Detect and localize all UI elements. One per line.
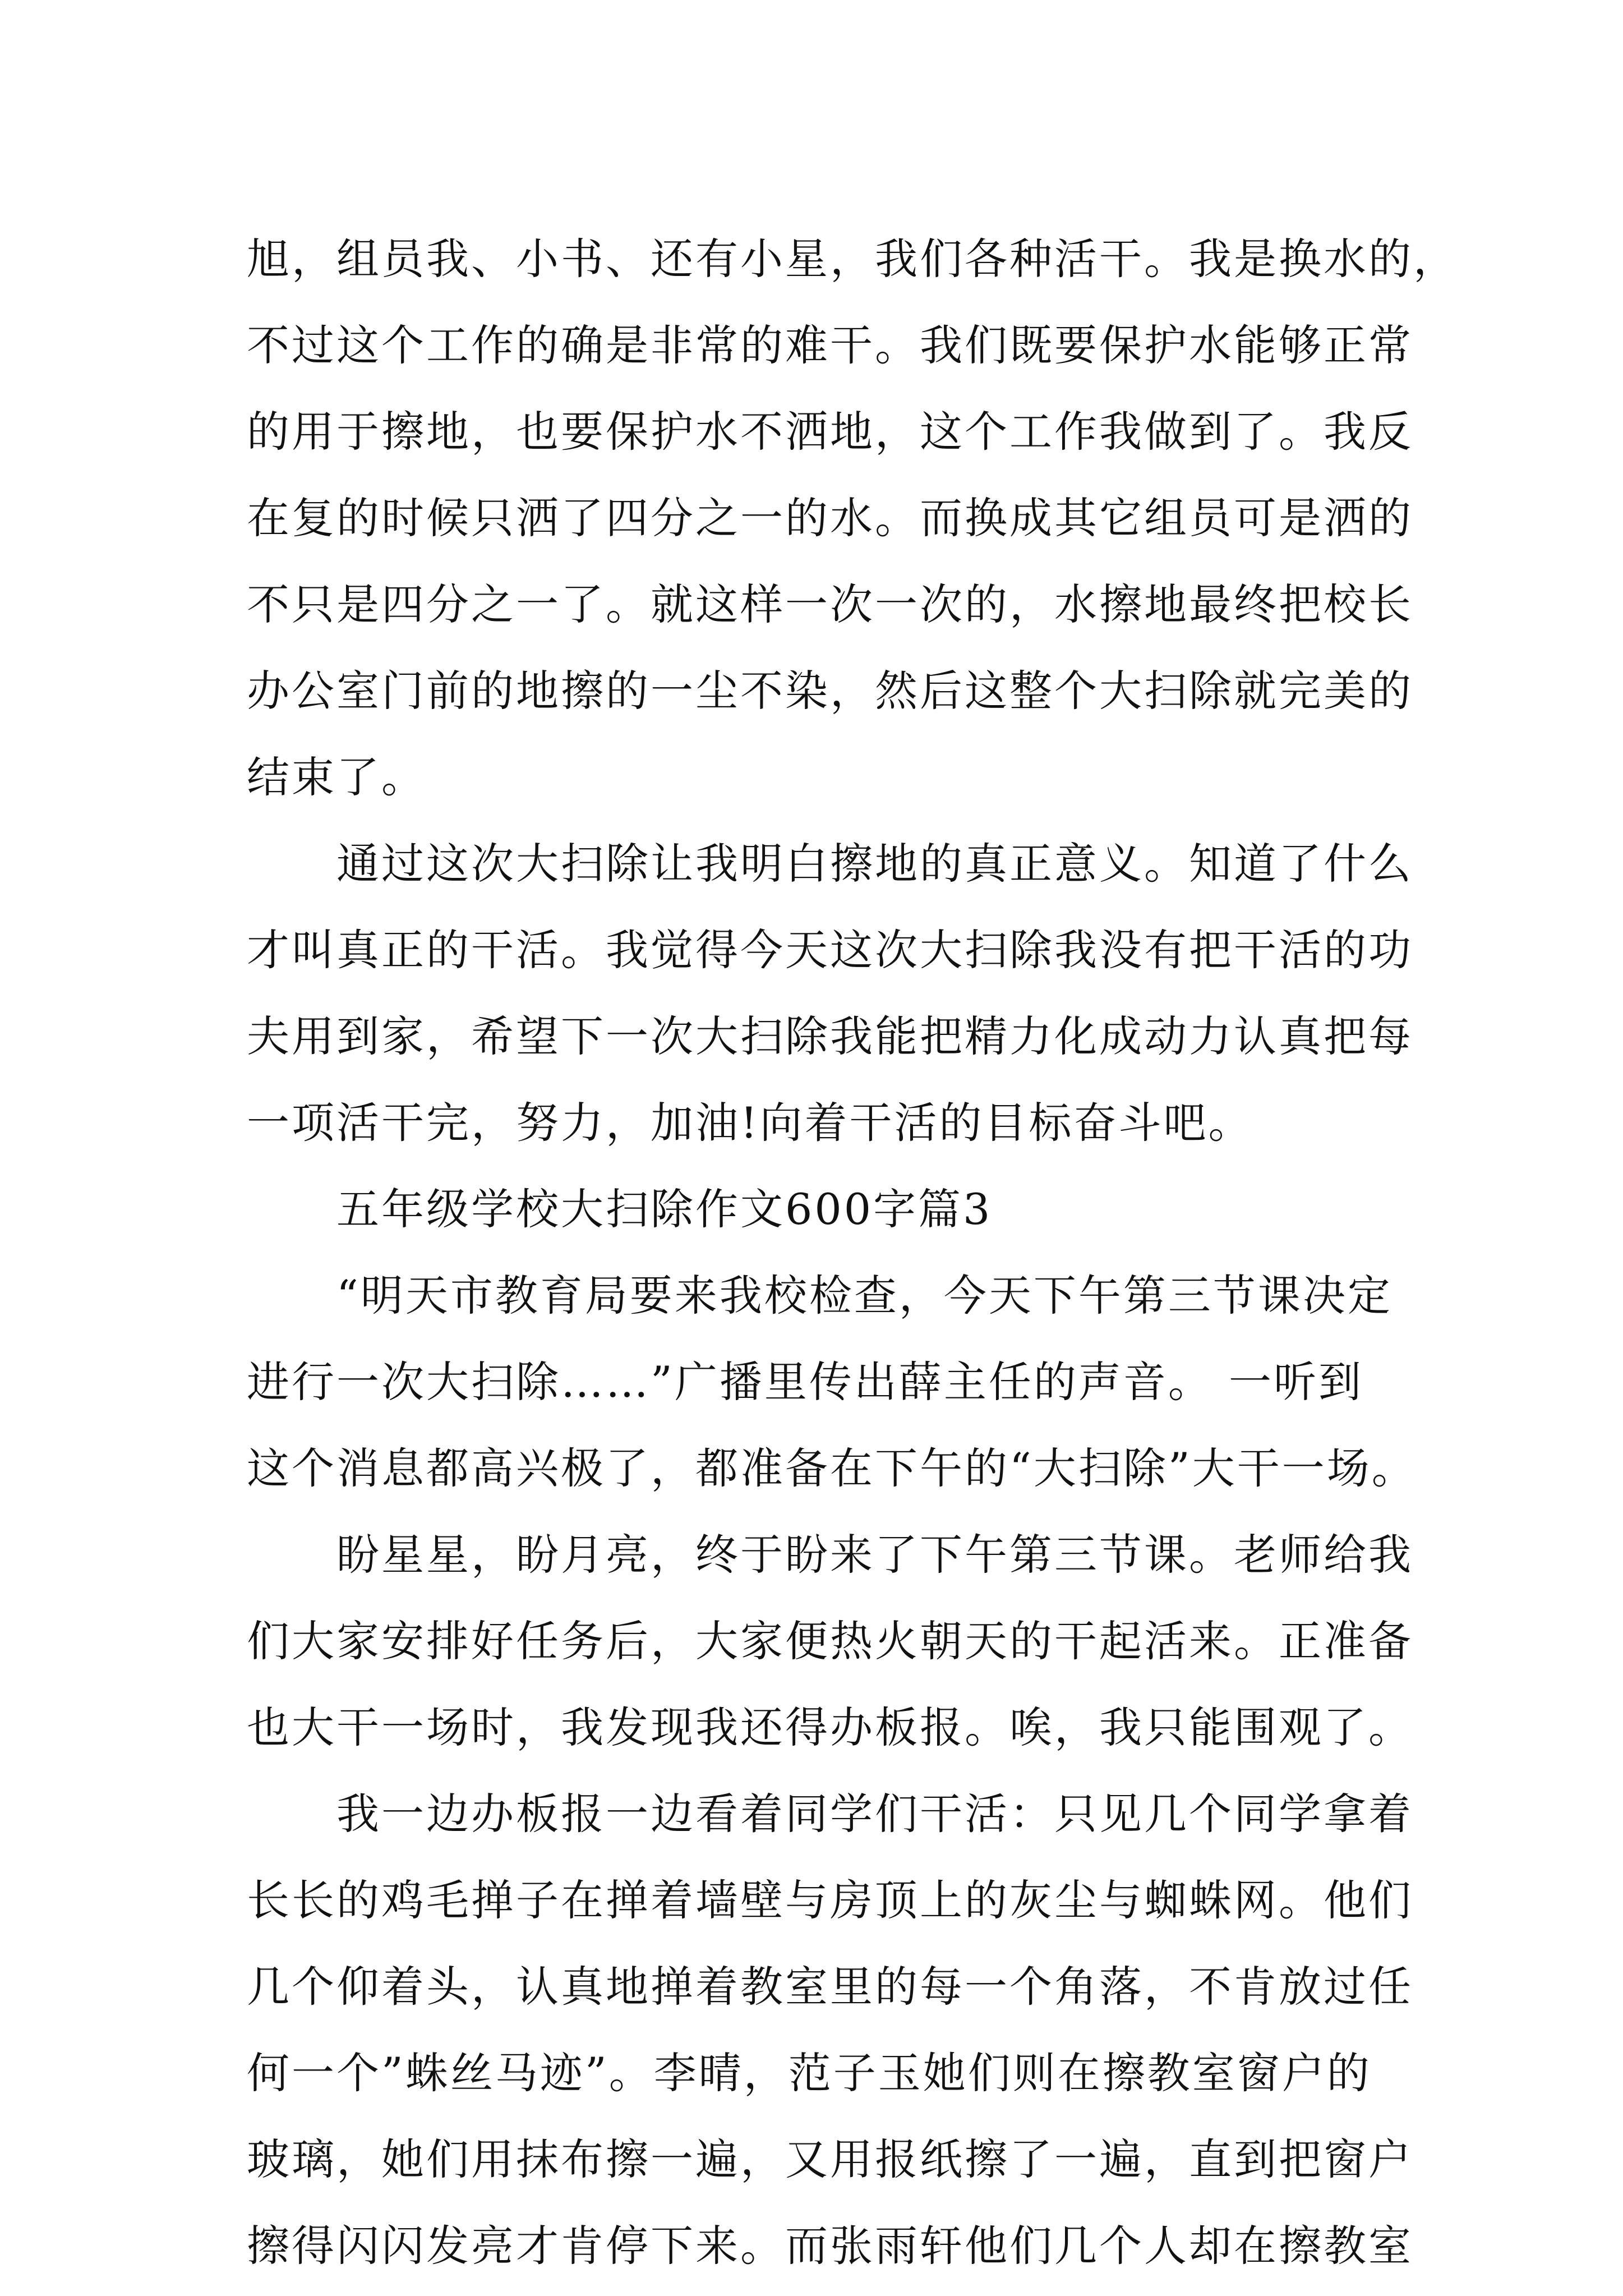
paragraph-4 (247, 1512, 1413, 1771)
text-line: “明天市教育局要来我校检查，今天下午第三节课决定 (336, 1271, 1393, 1320)
text-line: 通过这次大扫除让我明白擦地的真正意义。知道了什么 (336, 839, 1413, 889)
paragraph-5 (247, 1771, 1413, 2289)
text-line: 也大干一场时，我发现我还得办板报。唉，我只能围观了。 (247, 1703, 1413, 1752)
paragraph-3 (247, 1253, 1417, 1512)
text-line: 一项活干完，努力，加油!向着干活的目标奋斗吧。 (247, 1098, 1253, 1148)
paragraph-2 (247, 821, 1413, 1166)
text-line: 玻璃，她们用抹布擦一遍，又用报纸擦了一遍，直到把窗户 (247, 2134, 1413, 2184)
paragraph-1 (247, 216, 1458, 821)
text-line: 在复的时候只洒了四分之一的水。而换成其它组员可是洒的 (247, 493, 1413, 543)
text-line: 几个仰着头，认真地掸着教室里的每一个角落，不肯放过任 (247, 1962, 1413, 2012)
heading-text: 五年级学校大扫除作文600字篇3 (336, 1184, 993, 1234)
text-line: 何一个”蛛丝马迹”。李晴，范子玉她们则在擦教室窗户的 (247, 2048, 1372, 2098)
text-line: 擦得闪闪发亮才肯停下来。而张雨轩他们几个人却在擦教室 (247, 2221, 1413, 2271)
text-line: 才叫真正的干活。我觉得今天这次大扫除我没有把干活的功 (247, 925, 1413, 975)
text-line: 夫用到家，希望下一次大扫除我能把精力化成动力认真把每 (247, 1011, 1413, 1061)
text-line: 们大家安排好任务后，大家便热火朝天的干起活来。正准备 (247, 1616, 1413, 1666)
document-body (247, 216, 1458, 2289)
text-line: 办公室门前的地擦的一尘不染，然后这整个大扫除就完美的 (247, 666, 1413, 716)
text-line: 进行一次大扫除……”广播里传出薛主任的声音。 一听到 (247, 1357, 1364, 1407)
text-line: 不只是四分之一了。就这样一次一次的，水擦地最终把校长 (247, 579, 1413, 629)
section-heading (247, 1166, 1385, 1253)
text-line: 旭，组员我、小书、还有小星，我们各种活干。我是换水的， (247, 234, 1458, 284)
text-line: 结束了。 (247, 752, 426, 802)
text-line: 的用于擦地，也要保护水不洒地，这个工作我做到了。我反 (247, 407, 1413, 457)
text-line: 我一边办板报一边看着同学们干活：只见几个同学拿着 (336, 1789, 1413, 1839)
text-line: 不过这个工作的确是非常的难干。我们既要保护水能够正常 (247, 320, 1413, 370)
text-line: 盼星星，盼月亮，终于盼来了下午第三节课。老师给我 (336, 1530, 1413, 1580)
text-line: 长长的鸡毛掸子在掸着墙壁与房顶上的灰尘与蜘蛛网。他们 (247, 1875, 1413, 1925)
text-line: 这个消息都高兴极了，都准备在下午的“大扫除”大干一场。 (247, 1443, 1417, 1493)
